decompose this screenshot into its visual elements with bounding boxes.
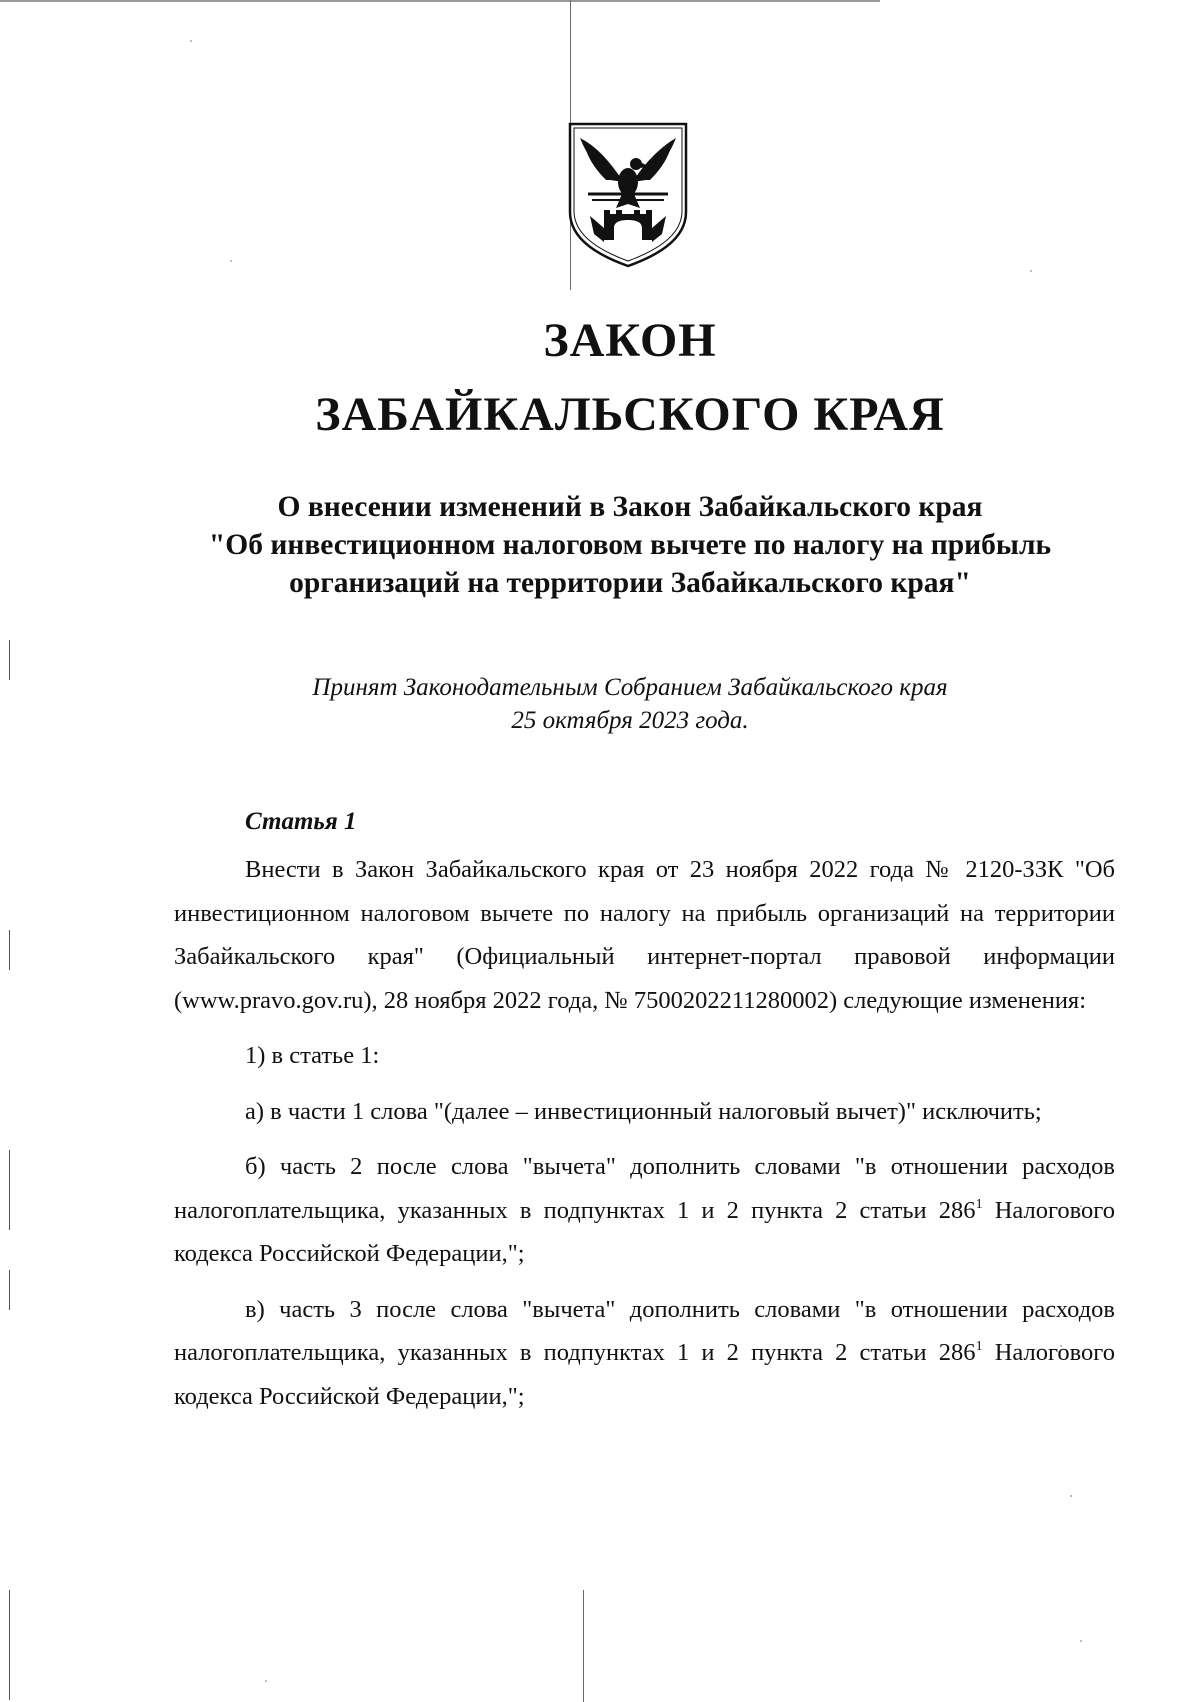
scan-speck — [1080, 1640, 1082, 1642]
margin-mark — [9, 1590, 10, 1700]
paragraph-item-a: а) в части 1 слова "(далее – инвестиционный налоговый вычет)" исключить; — [245, 1097, 1042, 1125]
scan-speck — [230, 260, 232, 262]
scan-speck — [1030, 270, 1032, 272]
margin-mark — [9, 1150, 10, 1230]
adoption-date: 25 октября 2023 года. — [511, 707, 749, 734]
scan-speck — [1070, 1495, 1072, 1497]
document-title-region: ЗАБАЙКАЛЬСКОГО КРАЯ — [315, 388, 945, 441]
superscript: 1 — [975, 1196, 983, 1212]
paragraph-item-b-text: б) часть 2 после слова "вычета" дополнить словами "в отношении расходов налогоплательщика, указанных в подпунктах 1 и 2 пункта 2 статьи 286 — [174, 1153, 1115, 1224]
article-heading: Статья 1 — [245, 808, 357, 835]
paragraph-item-c-tail: Налогового кодекса Российской Федерации,"; — [174, 1339, 1115, 1410]
subject-line: "Об инвестиционном налоговом вычете по налогу на прибыль — [208, 529, 1052, 561]
article-body — [174, 848, 1115, 1418]
margin-mark — [9, 930, 10, 970]
law-subject — [150, 488, 1110, 602]
subject-line: организаций на территории Забайкальского края" — [289, 567, 971, 599]
margin-mark — [9, 1270, 10, 1310]
paragraph-item-1: 1) в статье 1: — [245, 1042, 380, 1069]
paragraph-item-b — [174, 1145, 1115, 1276]
paragraph-item-c-text: в) часть 3 после слова "вычета" дополнить словами "в отношении расходов налогоплательщика, указанных в подпунктах 1 и 2 пункта 2 статьи 286 — [174, 1295, 1115, 1366]
subject-line: О внесении изменений в Закон Забайкальского края — [277, 491, 983, 523]
scan-speck — [265, 1680, 267, 1682]
paragraph-item-b-tail: Налогового кодекса Российской Федерации,"; — [174, 1196, 1115, 1267]
scan-fold-line-bottom — [583, 1590, 584, 1702]
superscript: 1 — [975, 1339, 983, 1354]
paragraph-item-c — [174, 1288, 1115, 1419]
paragraph-intro: Внести в Закон Забайкальского края от 23 ноября 2022 года № 2120-ЗЗК "Об инвестиционном налоговом вычете по налогу на прибыль организаций на территории Забайкальского края" (Официальный интернет-портал правовой информации (www.pravo.gov.ru), 28 ноября 2022 года, № 7500202211280002) следующие изменения: — [174, 856, 1115, 1014]
coat-of-arms-icon — [566, 120, 690, 270]
adoption-note — [200, 671, 1060, 737]
scan-speck — [190, 40, 192, 42]
document-title: ЗАКОН — [543, 314, 717, 367]
margin-mark — [9, 640, 10, 680]
adoption-line: Принят Законодательным Собранием Забайкальского края — [312, 674, 948, 701]
scan-edge-line — [0, 0, 880, 2]
